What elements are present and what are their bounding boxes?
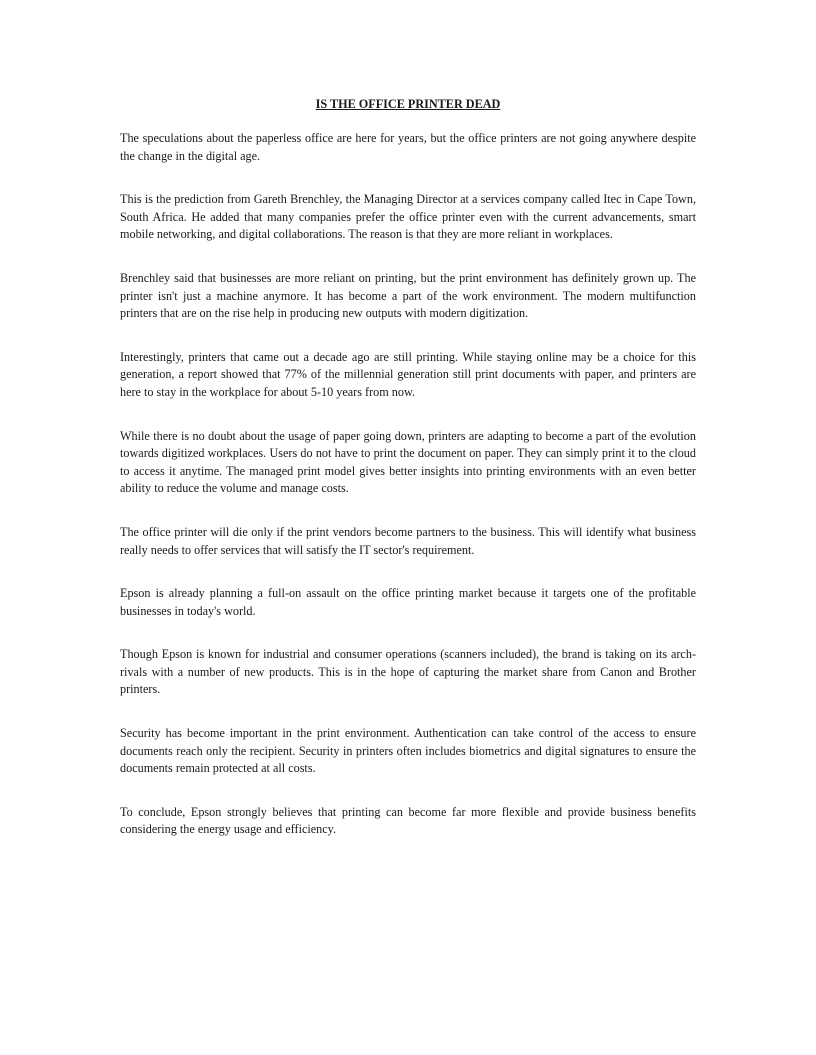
paragraph-4: Interestingly, printers that came out a decade ago are still printing. While staying online may be a choice for this generation, a report showed that 77% of the millennial generation still print documents with paper, and printers are here to stay in the workplace for about 5-10 years from now. — [120, 349, 696, 399]
document-title: IS THE OFFICE PRINTER DEAD — [315, 97, 501, 111]
paragraph-10: To conclude, Epson strongly believes that printing can become far more flexible and provide business benefits considering the energy usage and efficiency. — [120, 804, 696, 837]
paragraph-7: Epson is already planning a full-on assault on the office printing market because it targets one of the profitable businesses in today's world. — [120, 586, 696, 618]
paragraph-6: The office printer will die only if the print vendors become partners to the business. This will identify what business really needs to offer services that will satisfy the IT sector's requirement. — [120, 524, 696, 557]
paragraph-8: Though Epson is known for industrial and consumer operations (scanners included), the brand is taking on its arch-rivals with a number of new products. This is in the hope of capturing the market share from Canon and Brother printers. — [120, 647, 696, 697]
paragraph-5: While there is no doubt about the usage of paper going down, printers are adapting to become a part of the evolution towards digitized workplaces. Users do not have to print the document on paper. They can simply print it to the cloud to access it anytime. The managed print model gives better insights into printing environments with an even better ability to reduce the volume and manage costs. — [120, 428, 696, 496]
paragraph-3: Brenchley said that businesses are more reliant on printing, but the print environment has definitely grown up. The printer isn't just a machine anymore. It has become a part of the work environment. The modern multifunction printers that are on the rise help in producing new outputs with modern digitization. — [120, 270, 696, 321]
document-body — [120, 96, 696, 865]
paragraph-2: This is the prediction from Gareth Brenchley, the Managing Director at a services company called Itec in Cape Town, South Africa. He added that many companies prefer the office printer even with the current advancements, smart mobile networking, and digital collaborations. The reason is that they are more reliant in workplaces. — [120, 192, 696, 242]
paragraph-9: Security has become important in the print environment. Authentication can take control of the access to ensure documents reach only the recipient. Security in printers often includes biometrics and digital signatures to ensure the documents remain protected at all costs. — [120, 726, 696, 776]
paragraph-1: The speculations about the paperless office are here for years, but the office printers are not going anywhere despite the change in the digital age. — [120, 131, 696, 163]
